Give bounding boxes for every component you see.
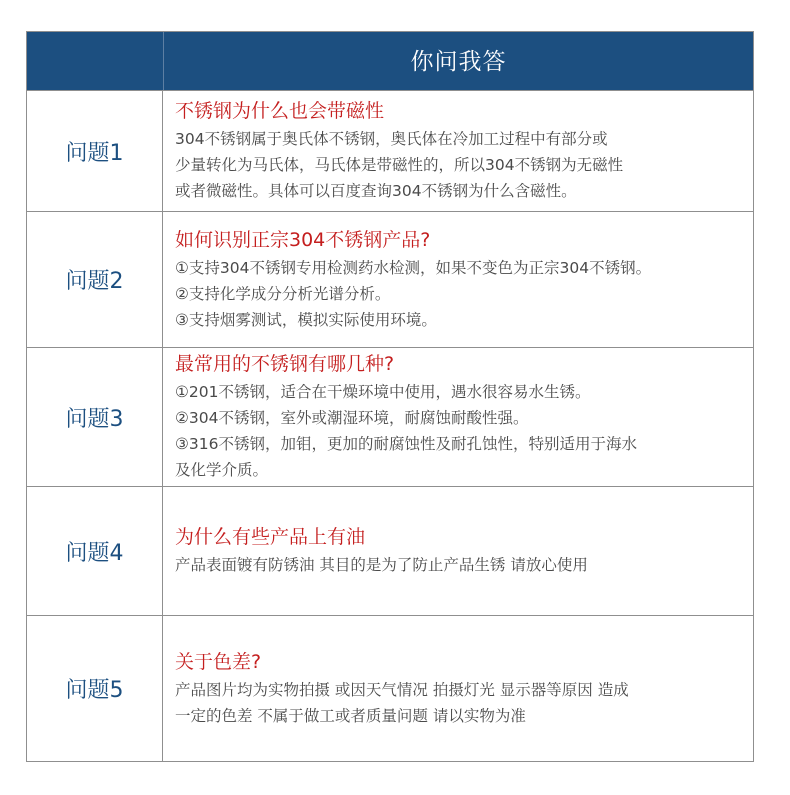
faq-header bbox=[27, 32, 753, 90]
answer-line: ①201不锈钢，适合在干燥环境中使用，遇水很容易水生锈。 bbox=[175, 383, 591, 401]
answer-cell bbox=[163, 91, 753, 211]
question-label: 问题2 bbox=[27, 212, 163, 347]
answer-cell bbox=[163, 212, 753, 347]
answer-line: ②304不锈钢，室外或潮湿环境，耐腐蚀耐酸性强。 bbox=[175, 409, 529, 427]
answer-line: 一定的色差 不属于做工或者质量问题 请以实物为准 bbox=[175, 706, 526, 725]
question-label: 问题5 bbox=[27, 616, 163, 761]
page-title: 你问我答 bbox=[410, 48, 507, 75]
answer-line: 或者微磁性。具体可以百度查询304不锈钢为什么含磁性。 bbox=[175, 182, 577, 200]
faq-row-3 bbox=[27, 347, 753, 486]
answer-line: ③316不锈钢，加钼，更加的耐腐蚀性及耐孔蚀性，特别适用于海水 bbox=[175, 435, 637, 453]
question-title: 关于色差? bbox=[175, 650, 262, 673]
question-title: 为什么有些产品上有油 bbox=[175, 526, 366, 548]
faq-table bbox=[26, 31, 754, 762]
answer-line: 少量转化为马氏体，马氏体是带磁性的，所以304不锈钢为无磁性 bbox=[175, 156, 624, 174]
answer-line: ③支持烟雾测试，模拟实际使用环境。 bbox=[175, 310, 437, 329]
answer-line: ①支持304不锈钢专用检测药水检测，如果不变色为正宗304不锈钢。 bbox=[175, 258, 652, 277]
answer-line: ②支持化学成分分析光谱分析。 bbox=[175, 284, 391, 303]
question-label: 问题3 bbox=[27, 348, 163, 486]
answer-cell bbox=[163, 616, 753, 761]
question-title: 如何识别正宗304不锈钢产品? bbox=[175, 228, 431, 251]
header-left-cell bbox=[27, 32, 164, 90]
answer-line: 304不锈钢属于奥氏体不锈钢，奥氏体在冷加工过程中有部分或 bbox=[175, 130, 608, 148]
answer-line: 产品表面镀有防锈油 其目的是为了防止产品生锈 请放心使用 bbox=[175, 556, 588, 574]
answer-line: 产品图片均为实物拍摄 或因天气情况 拍摄灯光 显示器等原因 造成 bbox=[175, 680, 629, 699]
question-label: 问题4 bbox=[27, 487, 163, 615]
answer-line: 及化学介质。 bbox=[175, 461, 269, 479]
faq-row-1 bbox=[27, 90, 753, 211]
question-title: 最常用的不锈钢有哪几种? bbox=[175, 353, 395, 375]
faq-row-5 bbox=[27, 615, 753, 761]
faq-row-4 bbox=[27, 486, 753, 615]
question-label: 问题1 bbox=[27, 91, 163, 211]
question-title: 不锈钢为什么也会带磁性 bbox=[175, 100, 385, 122]
answer-cell bbox=[163, 348, 753, 486]
faq-row-2 bbox=[27, 211, 753, 347]
answer-cell bbox=[163, 487, 753, 615]
